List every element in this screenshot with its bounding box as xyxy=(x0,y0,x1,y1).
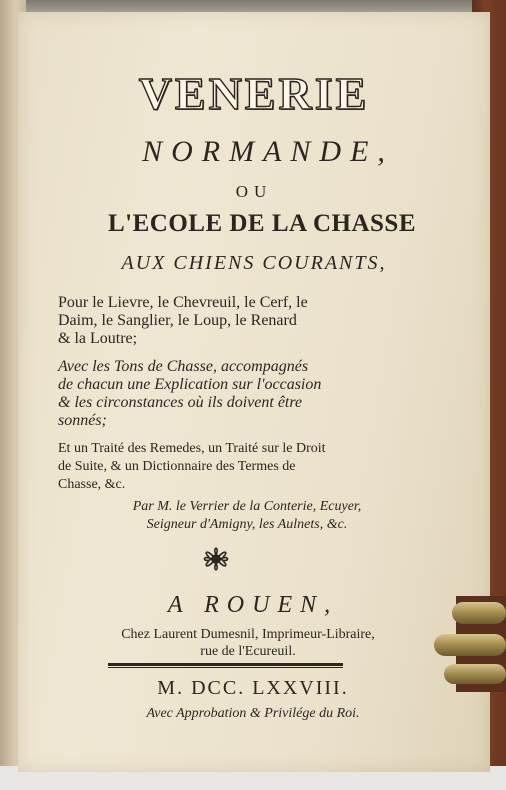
paragraph-line: Et un Traité des Remedes, un Traité sur le Droit xyxy=(58,441,326,456)
title-venerie: VENERIE xyxy=(138,68,370,119)
paragraph-line: de chacun une Explication sur l'occasion xyxy=(58,376,322,393)
brass-clasp xyxy=(430,596,506,692)
double-rule-divider xyxy=(108,663,343,668)
printer-line: rue de l'Ecureuil. xyxy=(200,644,296,659)
imprint-printer xyxy=(58,626,438,660)
imprint-approval: Avec Approbation & Privilége du Roi. xyxy=(146,706,360,721)
title-ecole-de-la-chasse: L'ECOLE DE LA CHASSE xyxy=(107,210,416,237)
title-ou: OU xyxy=(235,182,273,201)
byline-line: Par M. le Verrier de la Conterie, Ecuyer, xyxy=(132,499,362,514)
byline-line: Seigneur d'Amigny, les Aulnets, &c. xyxy=(146,517,348,532)
paragraph-line: & la Loutre; xyxy=(58,330,138,347)
paragraph-line: & les circonstances où ils doivent être xyxy=(58,394,303,411)
paragraph-line: Avec les Tons de Chasse, accompagnés xyxy=(58,358,309,375)
title-normande: NORMANDE, xyxy=(142,135,394,168)
fleuron-ornament-icon xyxy=(196,542,236,576)
author-byline xyxy=(62,498,432,534)
paragraph-line: Chasse, &c. xyxy=(58,477,126,492)
paragraph-remedes xyxy=(58,440,423,494)
imprint-city: A ROUEN, xyxy=(167,592,339,618)
paragraph-line: de Suite, & un Dictionnaire des Termes de xyxy=(58,459,296,474)
paragraph-animals xyxy=(58,294,423,348)
imprint-date: M. DCC. LXXVIII. xyxy=(157,677,349,699)
title-page xyxy=(18,12,490,772)
printer-line: Chez Laurent Dumesnil, Imprimeur-Libraire, xyxy=(121,627,375,642)
paragraph-line: sonnés; xyxy=(58,412,107,429)
paragraph-line: Pour le Lievre, le Chevreuil, le Cerf, le xyxy=(58,294,308,311)
paragraph-line: Daim, le Sanglier, le Loup, le Renard xyxy=(58,312,297,329)
title-aux-chiens-courants: AUX CHIENS COURANTS, xyxy=(121,252,387,274)
paragraph-tons-de-chasse xyxy=(58,358,423,430)
